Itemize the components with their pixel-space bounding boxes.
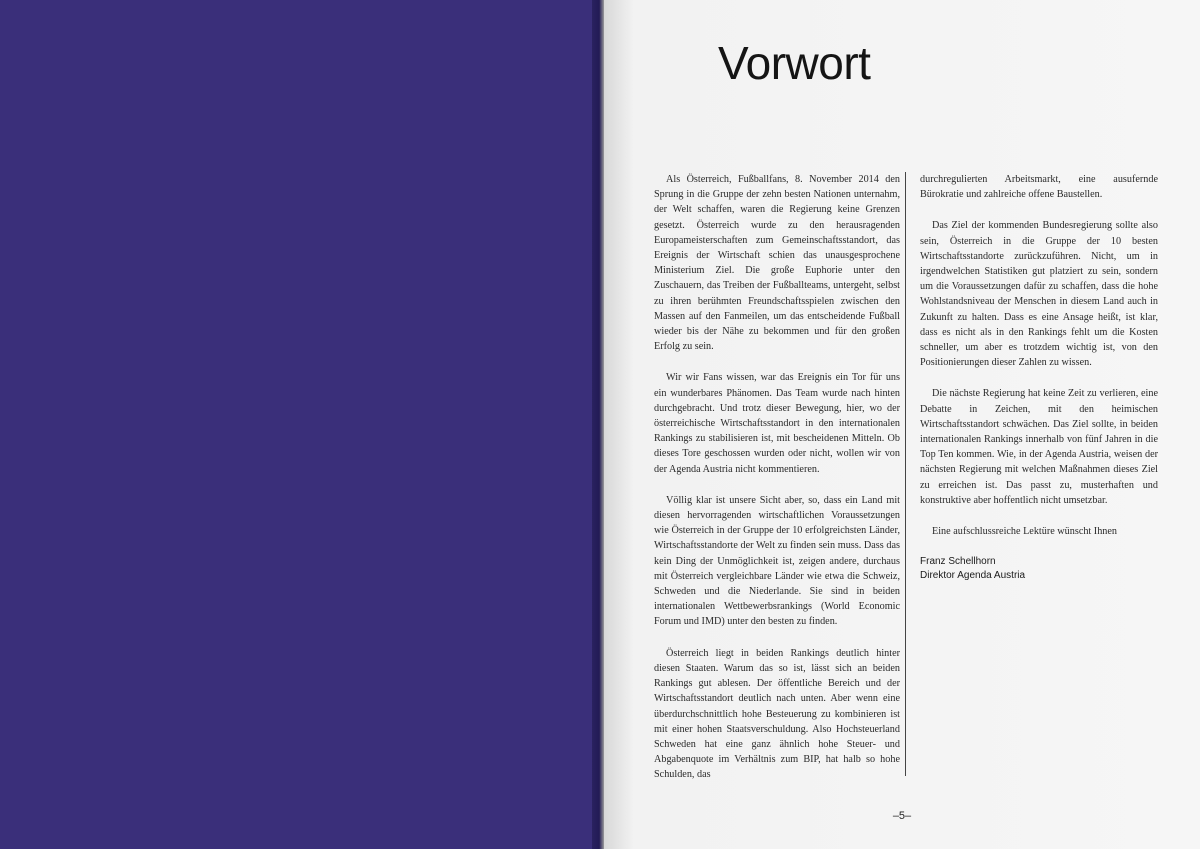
paragraph: Das Ziel der kommenden Bundesregierung sollte also sein, Österreich in die Gruppe der 10 besten Wirtschaftsstandorte zurückzuführen. Nicht, um in irgendwelchen Statistiken gut platziert zu sein, sondern um die Voraussetzungen dafür zu schaffen, dass die hohe Wohlstandsniveau der Menschen in diesem Land auch in Zukunft zu halten. Dass es eine Ansage heißt, ist klar, dass es nicht als in den Rankings fehlt um die Kosten schneller, um aber es trotzdem wichtig ist, von den Positionierungen dieser Zahlen zu wissen.: [920, 220, 1158, 369]
paragraph: durchregulierten Arbeitsmarkt, eine ausufernde Bürokratie und zahlreiche offene Baustellen.: [920, 174, 1158, 201]
cover-panel: [0, 0, 598, 849]
page-number: –5–: [892, 810, 912, 822]
paragraph: Wir wir Fans wissen, war das Ereignis ein Tor für uns ein wunderbares Phänomen. Das Team wurde nach hinten durchgebracht. Und trotz dieser Bewegung, hier, wo der österreichische Wirtschaftsstandort in den internationalen Rankings zu stabilisieren ist, mit bescheidenen Mitteln. Ob dieses Tore geschossen wurden oder nicht, wollen wir von der Agenda Austria nicht kommentieren.: [654, 372, 900, 475]
paragraph: Völlig klar ist unsere Sicht aber, so, dass ein Land mit diesen hervorragenden wirtschaftlichen Voraussetzungen wie Österreich in der Gruppe der 10 erfolgreichsten Länder, Wirtschaftsstandorte der Welt zu finden sein muss. Dass das kein Ding der Unmöglichkeit ist, zeigen andere, durchaus mit Österreich vergleichbare Länder wie etwa die Schweiz, Schweden und die Niederlande. Sie sind in beiden internationalen Wettbewerbsrankings (World Economic Forum und IMD) unter den besten zu finden.: [654, 494, 900, 628]
page-title: Vorwort: [718, 37, 871, 89]
book-spine: [592, 0, 604, 849]
column-divider: [905, 172, 906, 776]
text-column-right: [920, 172, 1158, 583]
signature-role: Direktor Agenda Austria: [920, 570, 1026, 582]
closing-line: Eine aufschlussreiche Lektüre wünscht Ihnen: [932, 526, 1118, 538]
paragraph: Österreich liegt in beiden Rankings deutlich hinter diesen Staaten. Warum das so ist, lässt sich an beiden Rankings gut ablesen. Der öffentliche Bereich und der Wirtschaftsstandort deutlich nach unten. Aber wenn eine überdurchschnittlich hohe Besteuerung zu kombinieren ist mit einer hohen Staatsverschuldung. Also Hochsteuerland Schweden hat eine ganz ähnlich hohe Steuer- und Abgabenquote im Verhältnis zum BIP, hat halb so hohe Schulden, das: [654, 647, 900, 781]
paragraph: Die nächste Regierung hat keine Zeit zu verlieren, eine Debatte in Zeichen, mit den heimischen Wirtschaftsstandort schwächen. Das Ziel sollte, in beiden internationalen Rankings innerhalb von fünf Jahren in die Top Ten kommen. Wie, in der Agenda Austria, weisen der nächsten Regierung mit welchen Maßnahmen dieses Ziel zu erreichen ist. Das passt zu, musterhaften und konstruktive aber hoffentlich nicht umsetzbar.: [920, 388, 1158, 506]
signature-name: Franz Schellhorn: [920, 556, 996, 568]
signature-block: [920, 555, 1158, 583]
text-column-left: [654, 172, 900, 799]
paragraph: Als Österreich, Fußballfans, 8. November 2014 den Sprung in die Gruppe der zehn besten Nationen unternahm, der Welt schaffen, waren die Regierung keine Grenzen gesetzt. Österreich wurde zu den herausragenden Europameisterschaften zum Gemeinschaftsstandort, das Ereignis der Wirtschaft schien das unausgesprochene Ministerium Ziel. Die große Euphorie unter den Zuschauern, das Treiben der Fußballteams, untergeht, selbst zu ihren berühmten Freundschaftsspielen zwischen den Massen auf den Fanmeilen, um das entscheidende Fußball wieder bis der Nähe zu bekommen und für den großen Erfolg zu sein.: [654, 174, 900, 353]
